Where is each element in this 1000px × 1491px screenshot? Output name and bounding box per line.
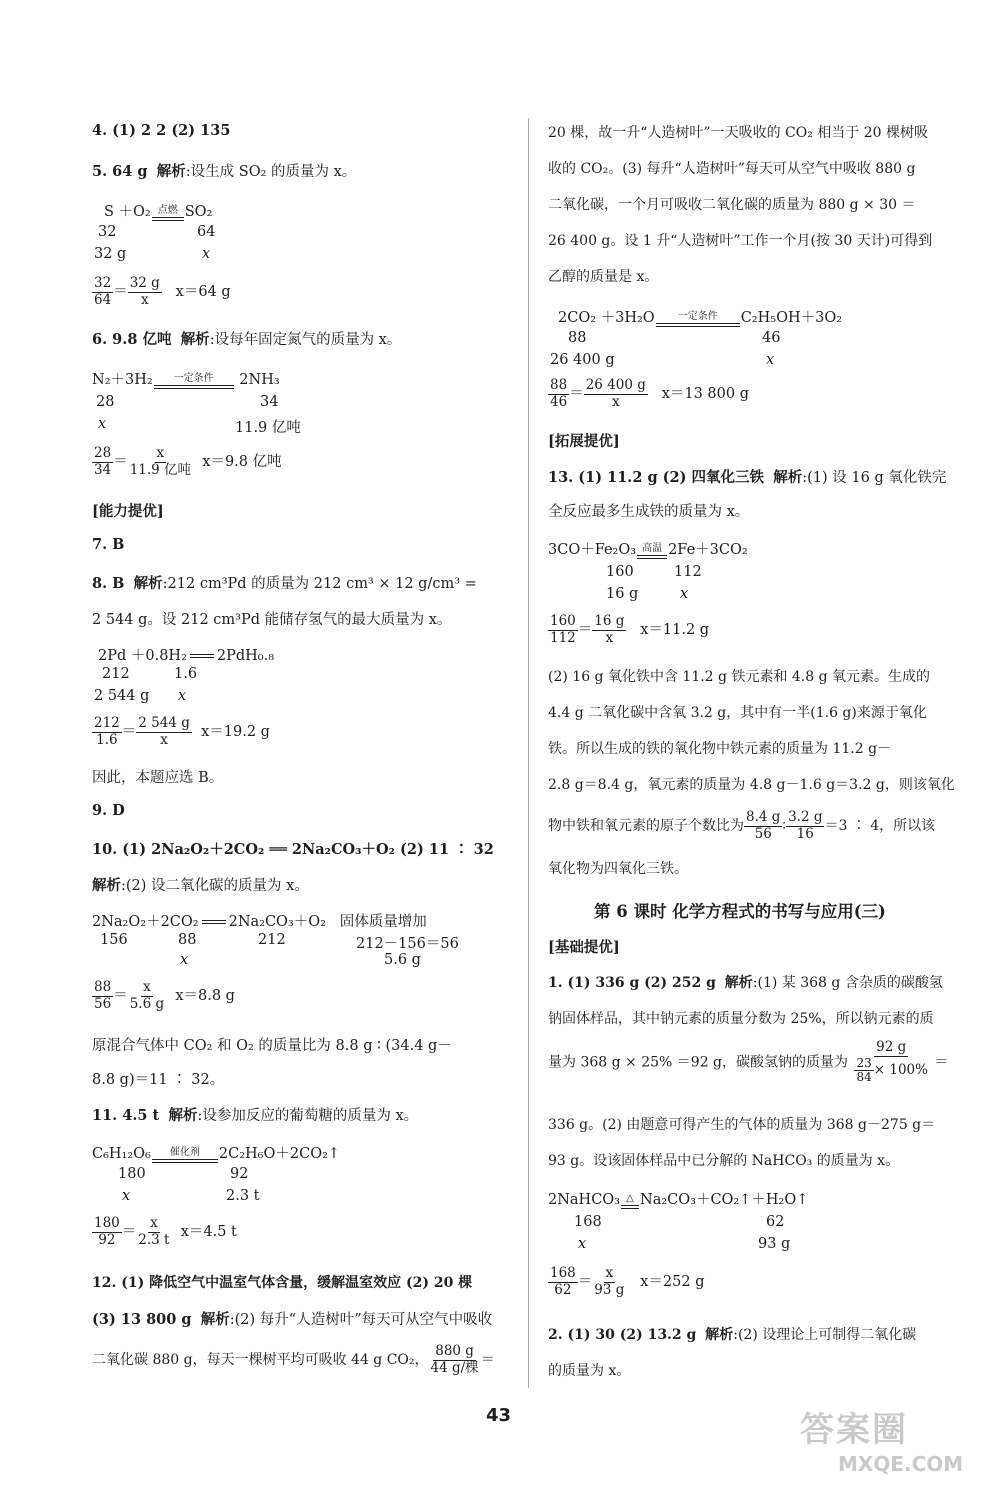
answer-12: 12. (1) 降低空气中温室气体含量，缓解温室效应 (2) 20 棵 [92,1275,473,1291]
answer-8: 8. B 解析:212 cm³Pd 的质量为 212 cm³ × 12 g/cm³ = [92,575,477,592]
equation-s1: 2NaHCO₃ △ Na₂CO₃＋CO₂↑＋H₂O↑ [548,1192,809,1208]
section-jichu: [基础提优] [548,939,620,956]
equation-8: 2Pd ＋0.8H₂ 2PdH₀.₈ [98,648,275,664]
basic-answer-1: 1. (1) 336 g (2) 252 g 解析:(1) 某 368 g 含杂质的碳酸氢 [548,975,943,991]
watermark-logo: 答案圈 [800,1410,908,1450]
proportion-13: $\frac{160}{112}$ ＝ $\frac{16 g}{x}$ x＝11.2 g [550,613,710,646]
section-tuozhan: [拓展提优] [548,433,620,450]
proportion-s1: $\frac{168}{62}$ ＝ $\frac{x}{93 g}$ x＝252 g [550,1265,705,1298]
answer-11: 11. 4.5 t 解析:设参加反应的葡萄糖的质量为 x。 [92,1107,419,1124]
equation-5: S ＋O₂ 点燃 SO₂ [104,204,213,220]
basic-answer-2: 2. (1) 30 (2) 13.2 g 解析:(2) 设理论上可制得二氧化碳 [548,1327,917,1343]
answer-7: 7. B [92,536,125,553]
proportion-6: $\frac{28}{34}$ ＝ $\frac{x}{\text{11.9 亿吨}}$ x＝9.8 亿吨 [94,445,282,478]
proportion-11: $\frac{180}{92}$ ＝ $\frac{x}{2.3 t}$ x＝4.5 t [94,1215,237,1248]
document-page: 4. (1) 2 2 (2) 135 5. 64 g 解析:设生成 SO₂ 的质量为 x。 S ＋O₂ 点燃 SO₂ 32 64 32 g x $\frac{32}{64}$ ＝ $\frac{32 g}{x}$ x＝64 g 6. 9.8 亿吨 解析:设每年固定氮气的质量为 x。 N₂＋3H₂ 一定条件 2NH₃ 28 34 x 11.9 亿吨 $\frac{28}{34}$ ＝ $\frac{x}{\text{11.9 亿吨}}$ x＝9.8 亿吨 [能力提优] 7. B 8. B 解析:212 cm³Pd 的质量为 212 cm³ × 12 g/cm³ = 2 544 g。设 212 cm³Pd 能储存氢气的最大质量为 x。 2Pd ＋0.8H₂ 2PdH₀.₈ 212 1.6 2 544 g x $\frac{212}{1.6}$ ＝ $\frac{2 544 g}{x}$ x＝19.2 g 因此，本题应选 B。 9. D 10. (1) 2Na₂O₂＋2CO₂ ══ 2Na₂CO₃＋O₂ (2) 11 ∶ 32 解析:(2) 设二氧化碳的质量为 x。 2Na₂O₂＋2CO₂ 2Na₂CO₃＋O₂ 固体质量增加 156 88 212 212－156＝56 x 5.6 g $\frac{88}{56}$ ＝ $\frac{x}{5.6 g}$ x＝8.8 g 原混合气体中 CO₂ 和 O₂ 的质量比为 8.8 g ∶ (34.4 g－ 8.8 g)＝11 ∶ 32。 11. 4.5 t 解析:设参加反应的葡萄糖的质量为 x。 C₆H₁₂O₆ 催化剂 2C₂H₆O＋2CO₂↑ 180 92 x 2.3 t $\frac{180}{92}$ ＝ $\frac{x}{2.3 t}$ x＝4.5 t 12. (1) 降低空气中温室气体含量，缓解温室效应 (2) 20 棵 (3) 13 800 g 解析:(2) 每升“人造树叶”每天可从空气中吸收 二氧化碳 880 g，每天一棵树平均可吸收 44 g CO₂， $\frac{880 g}{\text{44 g/棵}}$ ＝ 20 棵，故一升“人造树叶”一天吸收的 CO₂ 相当于 20 棵树吸 收的 CO₂。(3) 每升“人造树叶”每天可从空气中吸收 880 g 二氧化碳，一个月可吸收二氧化碳的质量为 880 g × 30 ＝ 26 400 g。设 1 升“人造树叶”工作一个月(按 30 天计)可得到 乙醇的质量是 x。 2CO₂ ＋3H₂O 一定条件 C₂H₅OH＋3O₂ 88 46 26 400 g x $\frac{88}{46}$ ＝ $\frac{26 400 g}{x}$ x＝13 800 g [拓展提优] 13. (1) 11.2 g (2) 四氧化三铁 解析:(1) 设 16 g 氧化铁完 全反应最多生成铁的质量为 x。 3CO＋Fe₂O₃ 高温 2Fe＋3CO₂ 160 112 16 g x $\frac{160}{112}$ ＝ $\frac{16 g}{x}$ x＝11.2 g (2) 16 g 氧化铁中含 11.2 g 铁元素和 4.8 g 氧元素。生成的 4.4 g 二氧化碳中含氧 3.2 g，其中有一半(1.6 g)来源于氧化 铁。所以生成的铁的氧化物中铁元素的质量为 11.2 g－ 2.8 g＝8.4 g，氧元素的质量为 4.8 g－1.6 g＝3.2 g，则该氧化 物中铁和氧元素的原子个数比为 $\frac{8.4 g}{56}$ ∶ $\frac{3.2 g}{16}$ ＝3 ∶ 4，所以该 氧化物为四氧化三铁。 第 6 课时 化学方程式的书写与应用(三) [基础提优] 1. (1) 336 g (2) 252 g 解析:(1) 某 368 g 含杂质的碳酸氢 钠固体样品，其中钠元素的质量分数为 25%，所以钠元素的质 量为 368 g × 25% ＝92 g，碳酸氢钠的质量为 92 g $\frac{23}{84}$ × 100% ＝ 336 g。(2) 由题意可得产生的气体的质量为 368 g－275 g＝ 93 g。设该固体样品中已分解的 NaHCO₃ 的质量为 x。 2NaHCO₃ △ Na₂CO₃＋CO₂↑＋H₂O↑ 168 62 x 93 g $\frac{168}{62}$ ＝ $\frac{x}{93 g}$ x＝252 g 2. (1) 30 (2) 13.2 g 解析:(2) 设理论上可制得二氧化碳 的质量为 x。 43 答案圈 MXQE.COM [0,0,1000,1491]
lesson-title: 第 6 课时 化学方程式的书写与应用(三) [594,902,886,921]
answer-4: 4. (1) 2 2 (2) 135 [92,122,231,139]
proportion-5: $\frac{32}{64}$ ＝ $\frac{32 g}{x}$ x＝64 g [94,275,231,308]
answer-9: 9. D [92,802,125,819]
proportion-10: $\frac{88}{56}$ ＝ $\frac{x}{5.6 g}$ x＝8.8 g [94,979,235,1012]
equation-10: 2Na₂O₂＋2CO₂ 2Na₂CO₃＋O₂ 固体质量增加 [92,914,427,930]
equation-13: 3CO＋Fe₂O₃ 高温 2Fe＋3CO₂ [548,542,748,558]
equation-12: 2CO₂ ＋3H₂O 一定条件 C₂H₅OH＋3O₂ [558,310,843,326]
section-nengli: [能力提优] [92,503,164,520]
equation-6: N₂＋3H₂ 一定条件 2NH₃ [92,372,280,388]
equation-11: C₆H₁₂O₆ 催化剂 2C₂H₆O＋2CO₂↑ [92,1146,341,1162]
answer-13: 13. (1) 11.2 g (2) 四氧化三铁 解析:(1) 设 16 g 氧化铁完 [548,469,947,486]
answer-10: 10. (1) 2Na₂O₂＋2CO₂ ══ 2Na₂CO₃＋O₂ (2) 11 ∶ 32 [92,841,494,858]
watermark-url: MXQE.COM [838,1452,964,1476]
answer-5: 5. 64 g 解析:设生成 SO₂ 的质量为 x。 [92,163,357,180]
answer-6: 6. 9.8 亿吨 解析:设每年固定氮气的质量为 x。 [92,331,402,348]
jiexi-label: 解析 [156,163,186,180]
column-divider [528,118,529,1388]
proportion-8: $\frac{212}{1.6}$ ＝ $\frac{2 544 g}{x}$ x＝19.2 g [94,715,270,748]
page-number: 43 [486,1405,512,1426]
proportion-12: $\frac{88}{46}$ ＝ $\frac{26 400 g}{x}$ x＝13 800 g [550,377,749,410]
